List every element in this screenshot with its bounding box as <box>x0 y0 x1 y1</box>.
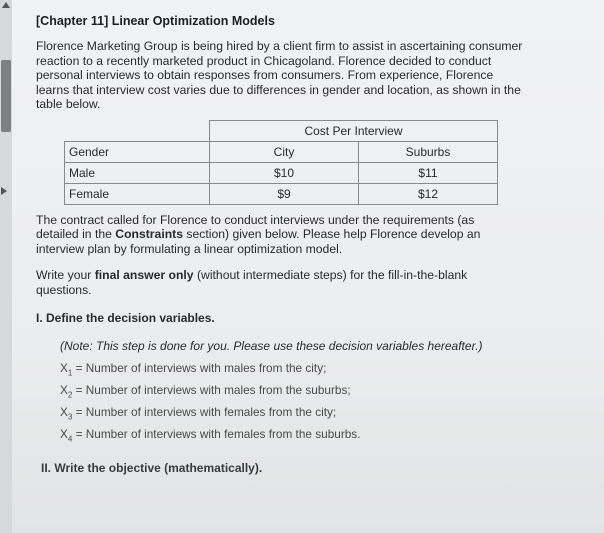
section-2-heading: II. Write the objective (mathematically). <box>41 461 263 475</box>
scrollbar-thumb[interactable] <box>1 60 11 132</box>
var-symbol: X <box>60 361 68 375</box>
intro-paragraph: Florence Marketing Group is being hired by a client firm to assist in ascertaining consumer reaction to a recently marketed product in Chicagoland. Florence decided to conduct personal interviews to obtain responses from consumers. From experience, Florence learns that interview cost varies due to differences in gender and location, as shown in the table below. <box>36 39 523 111</box>
contract-paragraph <box>36 213 516 257</box>
var-symbol: X <box>60 383 68 397</box>
final-answer-bold-text: final answer only <box>94 268 194 282</box>
note-text: (Note: This step is done for you. Please use these decision variables hereafter.) <box>60 339 483 353</box>
vertical-scrollbar[interactable] <box>0 0 12 533</box>
var-symbol: X <box>60 405 68 419</box>
page-title: [Chapter 11] Linear Optimization Models <box>36 14 275 28</box>
instruction-paragraph <box>36 268 516 297</box>
var-subscript: 3 <box>67 412 73 422</box>
question-content <box>36 14 556 475</box>
var-definition: = Number of interviews with females from the suburbs. <box>72 427 361 441</box>
table-col-header: Gender <box>65 141 210 162</box>
section-1-heading: I. Define the decision variables. <box>36 311 215 325</box>
table-cell: $10 <box>210 162 359 183</box>
triangle-right-icon <box>1 187 7 195</box>
instruction-text: Write your <box>36 268 95 282</box>
scroll-up-arrow-icon[interactable] <box>2 2 10 8</box>
var-subscript: 1 <box>67 368 73 378</box>
table-column-row <box>65 141 498 162</box>
table-cell: $9 <box>210 183 359 204</box>
var-subscript: 4 <box>67 434 73 444</box>
table-cell: $11 <box>359 162 498 183</box>
table-cell: Male <box>65 162 210 183</box>
table-col-header: City <box>210 141 359 162</box>
instruction-text-end: (without intermediate steps) for the fill-in-the-blank questions. <box>36 268 468 297</box>
table-row <box>65 162 498 183</box>
var-definition: = Number of interviews with males from the city; <box>72 361 327 375</box>
contract-text: The contract called for Florence to conduct interviews under the requirements (as detailed in the <box>36 212 475 241</box>
table-cell: Female <box>65 183 210 204</box>
var-subscript: 2 <box>67 390 73 400</box>
variable-x3 <box>60 405 556 422</box>
table-col-header: Suburbs <box>359 141 498 162</box>
table-row <box>65 183 498 204</box>
table-header-row <box>65 120 498 141</box>
var-symbol: X <box>60 427 68 441</box>
cost-table <box>64 120 498 205</box>
decision-variables-block <box>60 339 556 444</box>
table-blank-cell <box>65 120 210 141</box>
variable-x1 <box>60 361 556 378</box>
var-definition: = Number of interviews with males from the suburbs; <box>72 383 351 397</box>
contract-text-end: section) given below. Please help Florence develop an interview plan by formulating a linear optimization model. <box>36 227 481 256</box>
variable-x2 <box>60 383 556 400</box>
constraints-bold-text: Constraints <box>115 227 183 241</box>
var-definition: = Number of interviews with females from the city; <box>72 405 337 419</box>
variable-x4 <box>60 427 556 444</box>
table-cell: $12 <box>359 183 498 204</box>
table-group-header: Cost Per Interview <box>210 120 498 141</box>
